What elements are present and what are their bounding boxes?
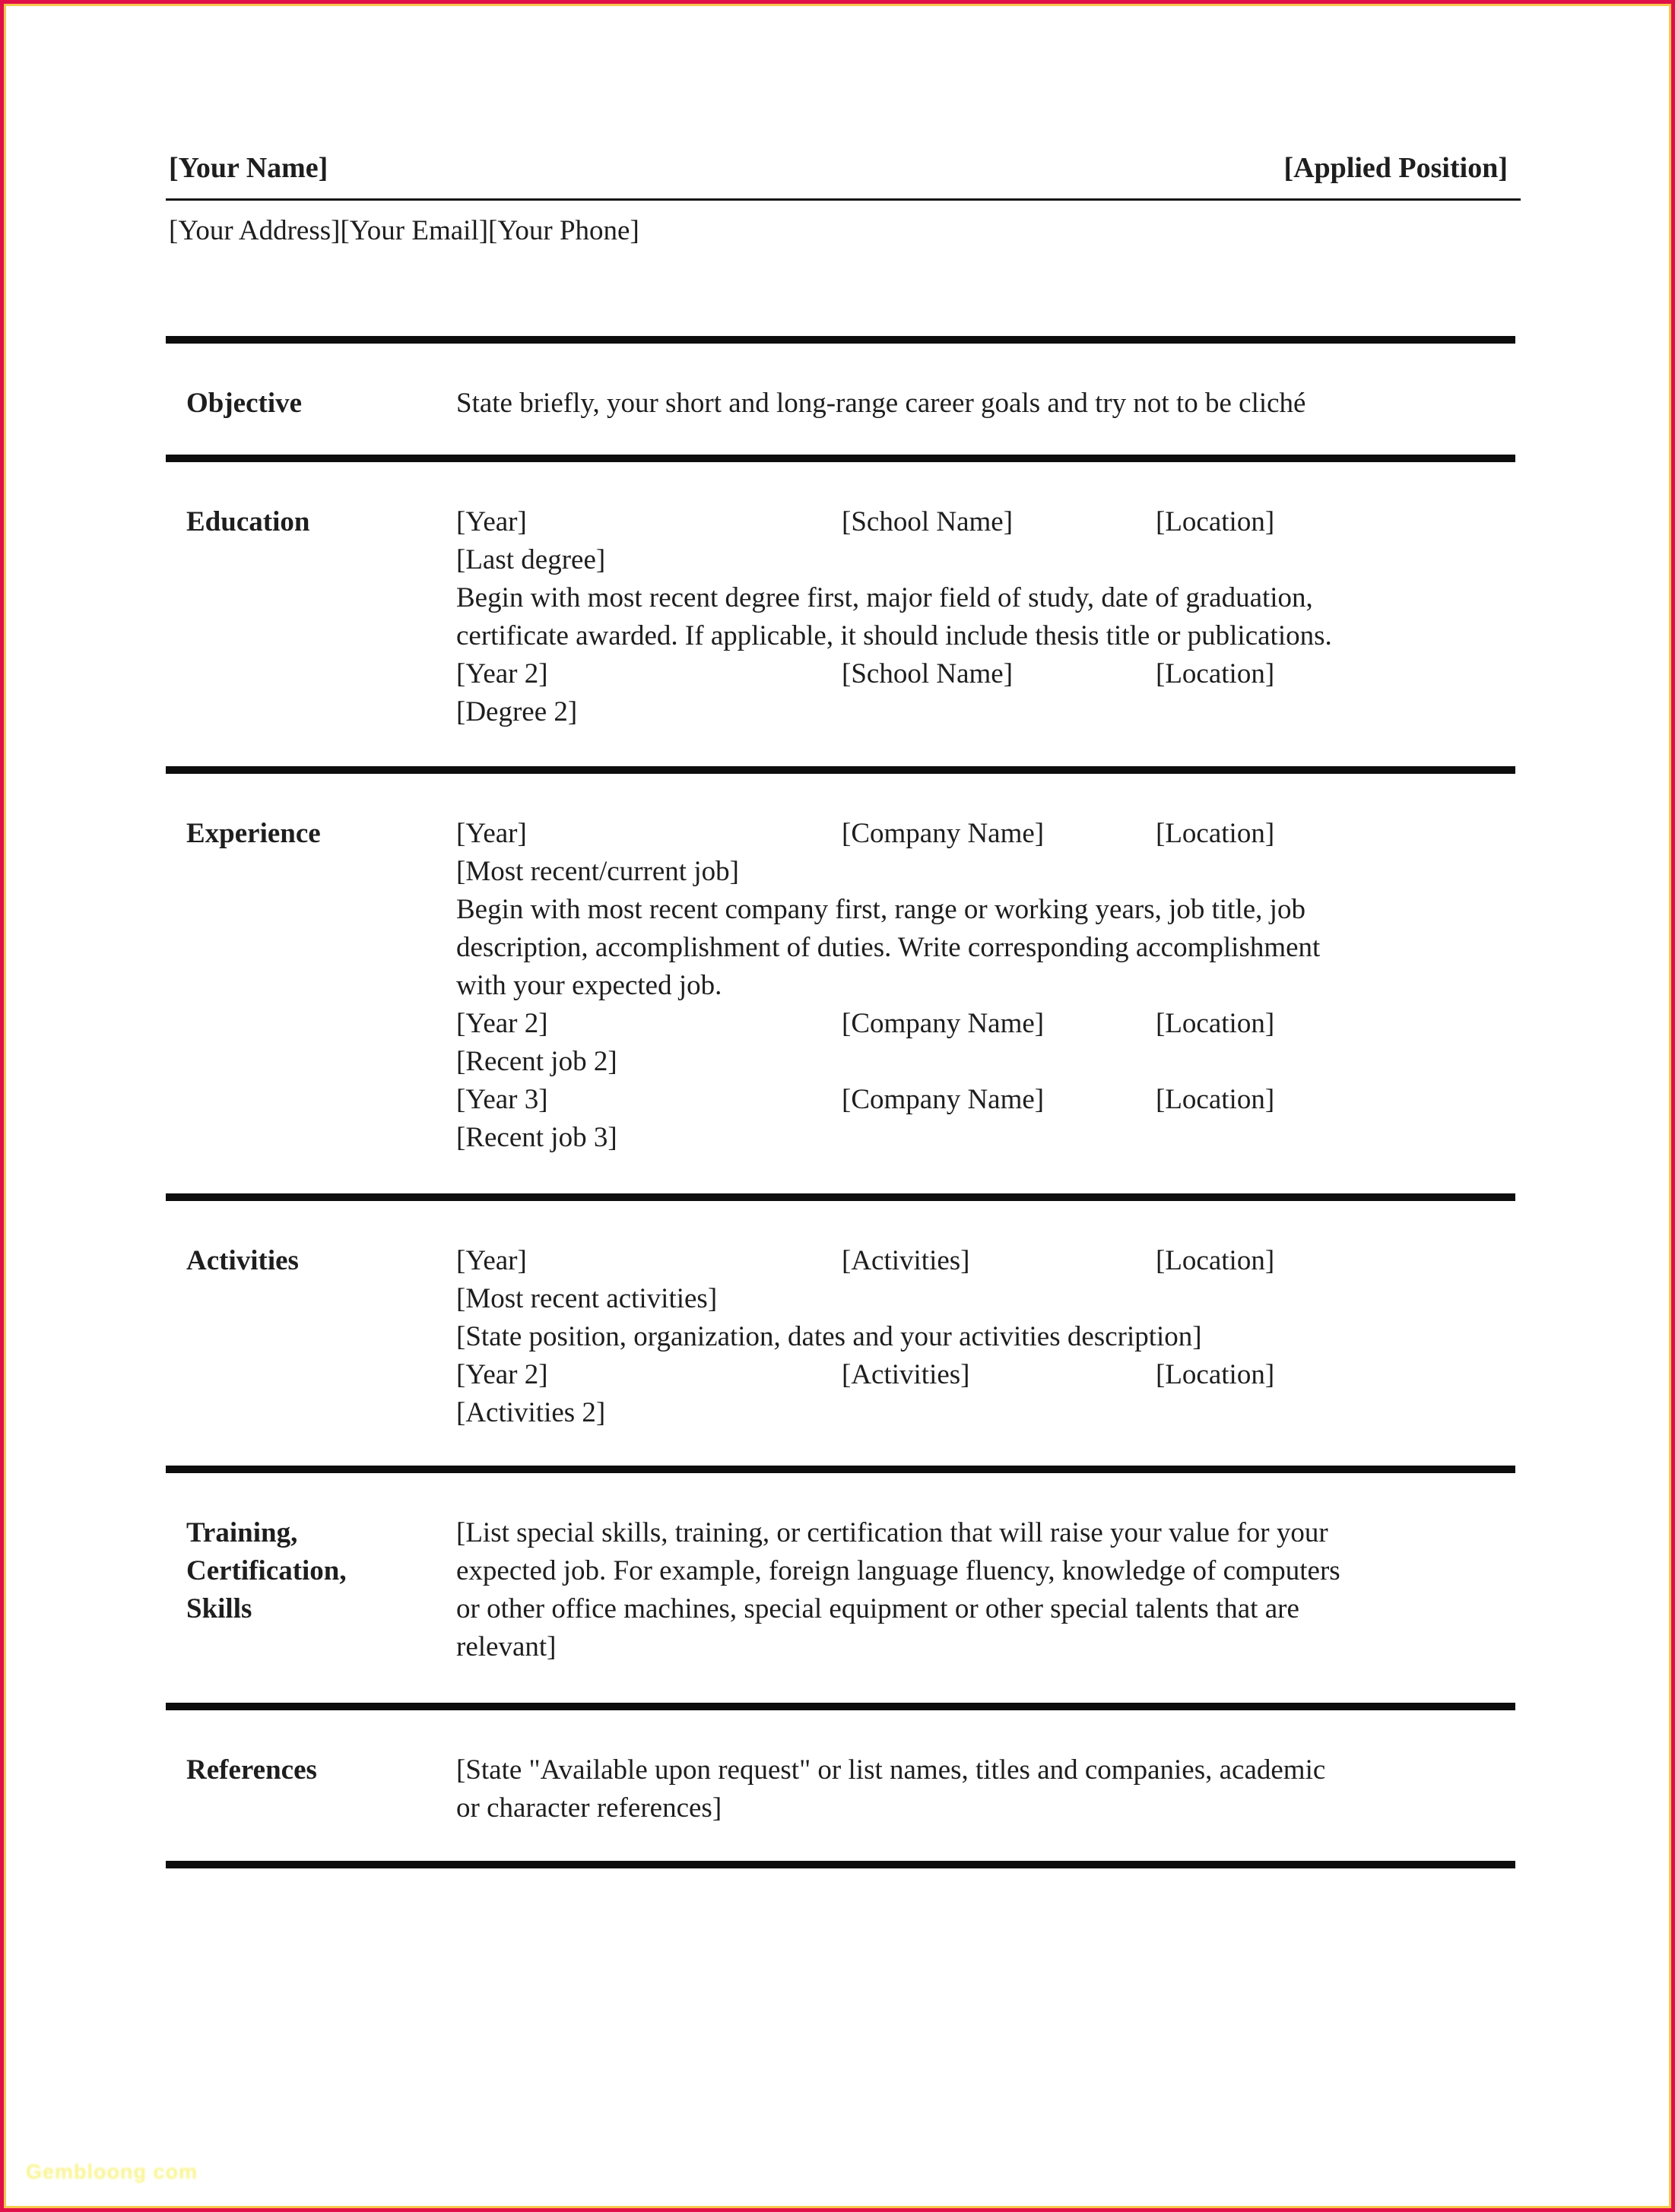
objective-text: State briefly, your short and long-range career goals and try not to be cliché <box>456 388 1306 419</box>
experience-job-2: [Recent job 2] <box>456 1046 617 1077</box>
activities-row-2 <box>456 1356 1515 1394</box>
objective-label: Objective <box>186 388 303 419</box>
experience-company-2: [Company Name] <box>842 1008 1045 1039</box>
training-note-line-3: or other office machines, special equipment or other special talents that are <box>456 1593 1299 1624</box>
activities-label: Activities <box>186 1245 299 1276</box>
education-location-1: [Location] <box>1156 506 1275 537</box>
education-school-2: [School Name] <box>842 658 1014 689</box>
table-bottom-rule <box>166 1861 1515 1868</box>
experience-row-3 <box>456 1081 1515 1119</box>
section-education <box>166 455 1515 766</box>
your-name-placeholder: [Your Name] <box>169 152 328 184</box>
training-label-line-3: Skills <box>186 1593 252 1624</box>
education-year-1: [Year] <box>456 506 527 537</box>
experience-year-2: [Year 2] <box>456 1008 548 1039</box>
experience-label: Experience <box>186 818 321 849</box>
education-row-2 <box>456 655 1515 693</box>
experience-location-1: [Location] <box>1156 818 1275 849</box>
experience-year-3: [Year 3] <box>456 1084 548 1115</box>
activities-location-1: [Location] <box>1156 1245 1275 1276</box>
activities-2: [Activities 2] <box>456 1397 606 1428</box>
experience-location-3: [Location] <box>1156 1084 1275 1115</box>
watermark-text: Gembloong com <box>26 2160 198 2183</box>
section-training <box>166 1466 1515 1703</box>
training-label-line-2: Certification, <box>186 1555 347 1586</box>
contact-placeholder: [Your Address][Your Email][Your Phone] <box>169 215 639 246</box>
experience-company-3: [Company Name] <box>842 1084 1045 1115</box>
training-label <box>166 1514 456 1703</box>
references-note-line-1: [State "Available upon request" or list names, titles and companies, academic <box>456 1754 1326 1786</box>
education-location-2: [Location] <box>1156 658 1275 689</box>
experience-year-1: [Year] <box>456 818 527 849</box>
header-underline <box>166 198 1521 201</box>
activities-year-2: [Year 2] <box>456 1359 548 1390</box>
activities-name-2: [Activities] <box>842 1359 970 1390</box>
experience-note-line-1: Begin with most recent company first, range or working years, job title, job <box>456 894 1305 925</box>
experience-row-2 <box>456 1005 1515 1043</box>
education-year-2: [Year 2] <box>456 658 548 689</box>
resume-table <box>166 336 1515 1868</box>
section-objective <box>166 336 1515 455</box>
education-label: Education <box>186 506 310 537</box>
experience-row-1 <box>456 815 1515 853</box>
education-school-1: [School Name] <box>842 506 1014 537</box>
activities-row-1 <box>456 1242 1515 1280</box>
experience-company-1: [Company Name] <box>842 818 1045 849</box>
section-activities <box>166 1193 1515 1466</box>
experience-job-1: [Most recent/current job] <box>456 856 739 887</box>
activities-location-2: [Location] <box>1156 1359 1275 1390</box>
training-note-line-4: relevant] <box>456 1631 557 1662</box>
education-degree-2: [Degree 2] <box>456 696 578 727</box>
education-note-line-1: Begin with most recent degree first, major field of study, date of graduation, <box>456 582 1313 613</box>
education-degree-1: [Last degree] <box>456 544 606 575</box>
activities-name-1: [Activities] <box>842 1245 970 1276</box>
experience-job-3: [Recent job 3] <box>456 1122 617 1153</box>
section-references <box>166 1703 1515 1861</box>
applied-position-placeholder: [Applied Position] <box>1283 152 1508 184</box>
education-row-1 <box>456 503 1515 541</box>
training-note-line-2: expected job. For example, foreign language fluency, knowledge of computers <box>456 1555 1340 1586</box>
education-note-line-2: certificate awarded. If applicable, it should include thesis title or publications. <box>456 620 1332 651</box>
section-experience <box>166 766 1515 1193</box>
training-note-line-1: [List special skills, training, or certification that will raise your value for your <box>456 1517 1328 1548</box>
experience-location-2: [Location] <box>1156 1008 1275 1039</box>
activities-recent: [Most recent activities] <box>456 1283 718 1314</box>
activities-note: [State position, organization, dates and your activities description] <box>456 1321 1202 1352</box>
training-label-line-1: Training, <box>186 1517 298 1548</box>
activities-year-1: [Year] <box>456 1245 527 1276</box>
experience-note-line-2: description, accomplishment of duties. Write corresponding accomplishment <box>456 932 1321 963</box>
references-label: References <box>186 1754 317 1786</box>
references-note-line-2: or character references] <box>456 1792 722 1824</box>
experience-note-line-3: with your expected job. <box>456 970 722 1001</box>
